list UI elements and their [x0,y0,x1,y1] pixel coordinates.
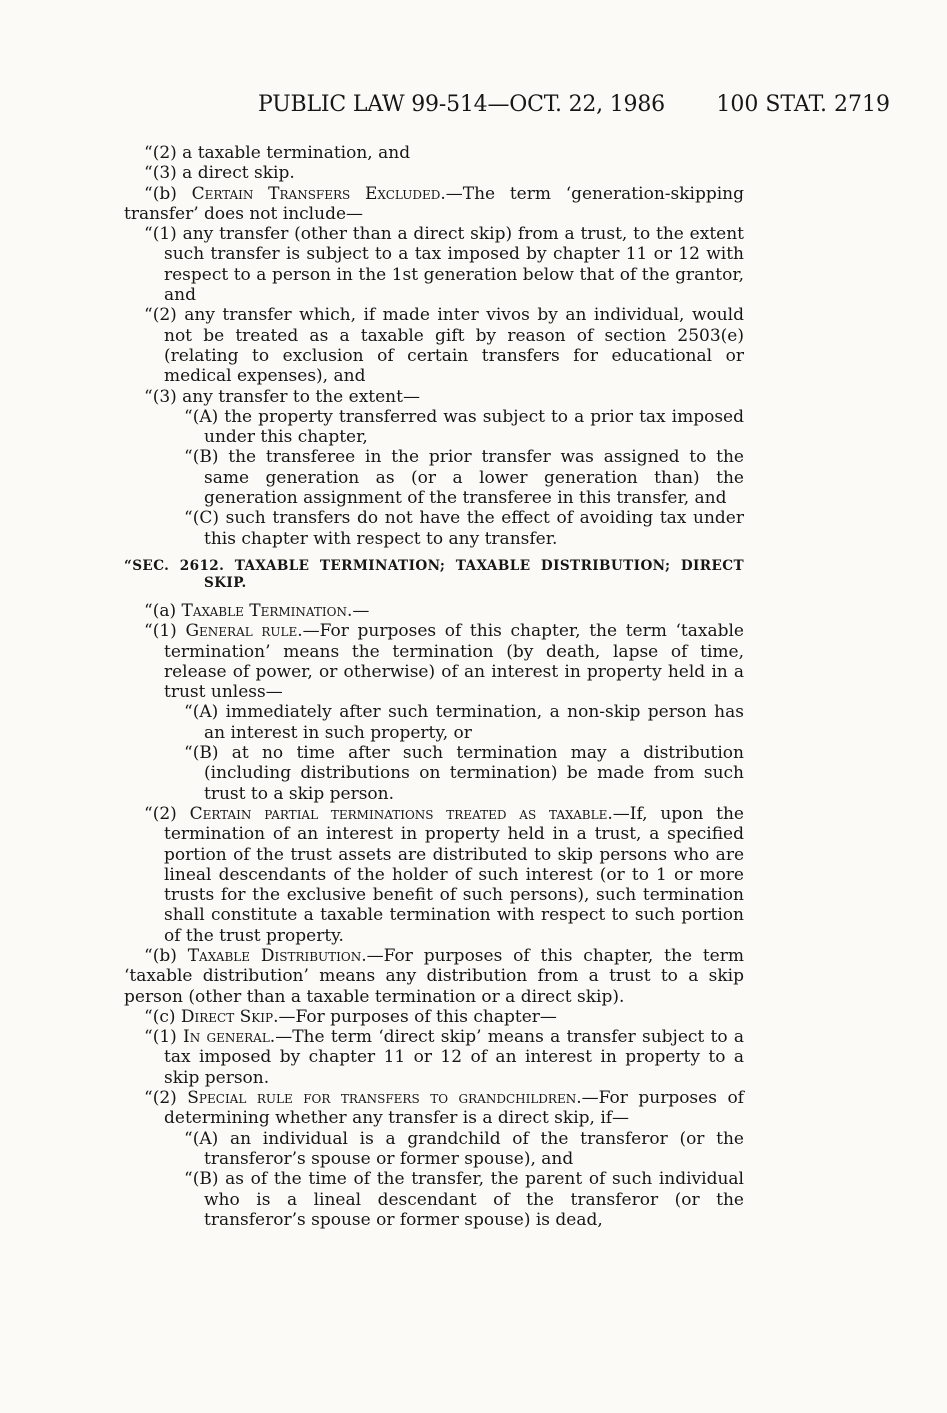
section-heading: “SEC. 2612. TAXABLE TERMINATION; TAXABLE DISTRIBUTION; DIRECT SKIP. [124,557,744,591]
subsection-text: —For purposes of this chapter, the term ‘taxable distribution’ means any distribution from a trust to a skip person (other than a taxable termination or a direct skip). [124,945,744,1007]
subsection-lead: “(b) [144,183,192,204]
subsection-lead: “(b) [144,945,188,966]
subparagraph-b3b: “(B) the transferee in the prior transfer was assigned to the same generation as (or a lower generation than) the generation assignment of the transferee in this transfer, and [184,447,744,509]
subparagraph-b3c: “(C) such transfers do not have the effect of avoiding tax under this chapter with respect to any transfer. [184,508,744,549]
statute-citation: 100 STAT. 2719 [716,92,890,117]
subparagraph-a1b: “(B) at no time after such termination may a distribution (including distributions on termination) be made from such trust to a skip person. [184,743,744,804]
paragraph-lead: “(2) [144,803,190,824]
paragraph-heading: In general. [183,1027,276,1048]
paragraph-text: —For purposes of this chapter, the term ‘taxable termination’ means the termination (by death, lapse of time, release of power, or otherwise) of an interest in property held in a trust unless— [164,621,744,703]
subsection-text: — [352,600,370,621]
subparagraph-c2a: “(A) an individual is a grandchild of the transferor (or the transferor’s spouse or former spouse), and [184,1128,744,1169]
paragraph-b2: “(2) any transfer which, if made inter vivos by an individual, would not be treated as a taxable gift by reason of section 2503(e) (relating to exclusion of certain transfers for educational or medical expenses), and [144,305,744,387]
paragraph-heading: Certain partial terminations treated as taxable. [189,803,613,824]
paragraph-text: —The term ‘direct skip’ means a transfer subject to a tax imposed by chapter 11 or 12 of an interest in property to a skip person. [164,1027,744,1088]
subparagraph-a1a: “(A) immediately after such termination, a non-skip person has an interest in such property, or [184,702,744,743]
paragraph-text: —If, upon the termination of an interest in property held in a trust, a specified portion of the trust assets are distributed to skip persons who are lineal descendants of the holder of such interest (or to 1 or more trusts for the exclusive benefit of such persons), such termination shall constitute a taxable termination with respect to such portion of the trust property. [164,803,744,946]
paragraph-a1 [124,621,744,702]
subsection-heading: Direct Skip. [180,1006,279,1027]
paragraph-2: “(2) a taxable termination, and [144,143,411,163]
subsection-lead: “(c) [144,1006,181,1027]
paragraph-text: —For purposes of determining whether any transfer is a direct skip, if— [164,1088,744,1129]
paragraph-c2 [124,1088,744,1129]
paragraph-a2 [124,804,744,946]
subsection-lead: “(a) [144,600,182,621]
document-body [124,143,744,1230]
paragraph-lead: “(1) [144,1027,184,1048]
paragraph-b1: “(1) any transfer (other than a direct skip) from a trust, to the extent such transfer is subject to a tax imposed by chapter 11 or 12 with respect to a person in the 1st generation below that of the grantor, and [144,224,744,306]
page-header [120,92,890,126]
paragraph-heading: General rule. [185,621,303,642]
subsection-c [124,1007,744,1027]
subparagraph-b3a: “(A) the property transferred was subject to a prior tax imposed under this chapter, [184,406,744,448]
paragraph-b3: “(3) any transfer to the extent— [144,386,420,407]
subsection-text: —For purposes of this chapter— [278,1006,557,1027]
subparagraph-c2b: “(B) as of the time of the transfer, the parent of such individual who is a lineal descendant of the transferor (or the transferor’s spouse or former spouse) is dead, [184,1169,744,1230]
subsection-heading: Taxable Distribution. [187,945,367,966]
paragraph-3: “(3) a direct skip. [144,163,295,184]
subsection-a [124,601,744,621]
paragraph-lead: “(1) [144,621,186,642]
subsection-text: —The term ‘generation-skipping transfer’ does not include— [124,183,745,224]
paragraph-lead: “(2) [144,1088,188,1109]
subsection-b [124,184,744,225]
page-title: PUBLIC LAW 99-514—OCT. 22, 1986 [258,92,665,117]
paragraph-c1 [124,1027,744,1088]
subsection-heading: Certain Transfers Excluded. [191,183,446,204]
subsection-b-distribution [124,946,744,1007]
subsection-heading: Taxable Termination. [181,600,353,621]
paragraph-heading: Special rule for transfers to grandchildren. [187,1088,582,1109]
